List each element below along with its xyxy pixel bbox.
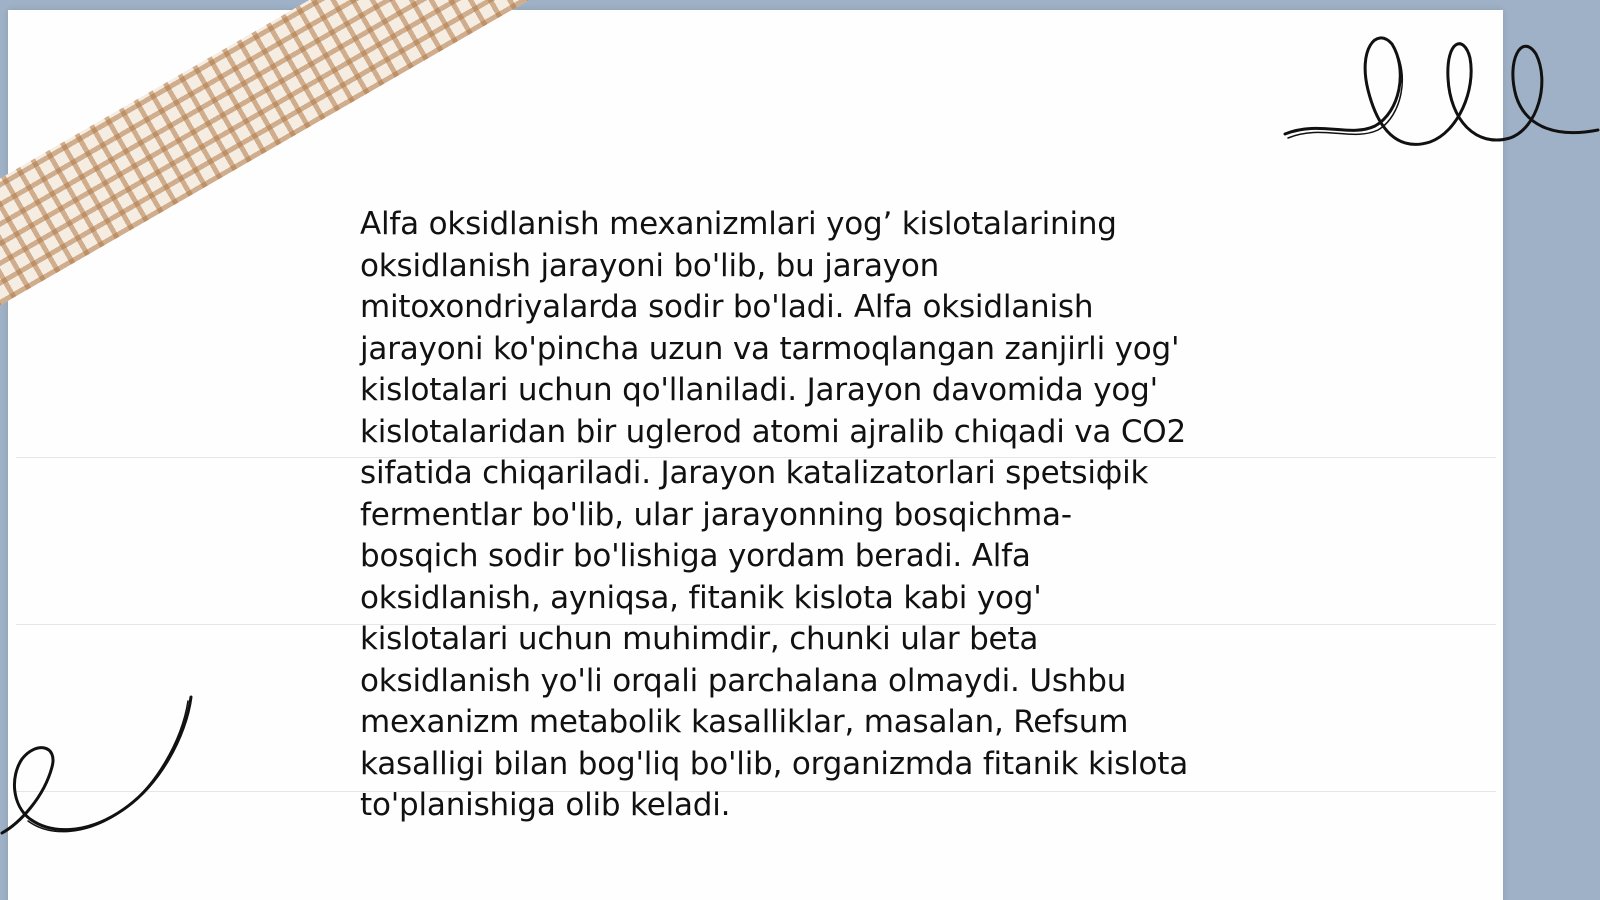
loop-scribble-bottom-left-icon bbox=[0, 695, 200, 845]
paragraph-line: kislotalari uchun muhimdir, chunki ular beta bbox=[360, 621, 1039, 657]
paragraph-line: mexanizm metabolik kasalliklar, masalan, Refsum bbox=[360, 704, 1129, 740]
paragraph-line: oksidlanish, ayniqsa, fitanik kislota kabi yog' bbox=[360, 579, 1042, 616]
paragraph-line: sifatida chiqariladi. Jarayon katalizatorlari spetsiфik bbox=[360, 455, 1149, 491]
paragraph-line: to'planishiga olib keladi. bbox=[360, 787, 731, 823]
paragraph-line: kislotalaridan bir uglerod atomi ajralib chiqadi va CO2 bbox=[360, 413, 1187, 450]
paragraph-line: mitoxondriyalarda sodir bo'ladi. Alfa oksidlanish bbox=[360, 289, 1094, 325]
paragraph-line: kislotalari uchun qo'llaniladi. Jarayon davomida yog' bbox=[360, 372, 1158, 408]
paragraph-line: jarayoni ko'pincha uzun va tarmoqlangan zanjirli yog' bbox=[360, 330, 1180, 367]
paragraph-line: oksidlanish jarayoni bo'lib, bu jarayon bbox=[360, 247, 940, 284]
paragraph-line: Alfa oksidlanish mexanizmlari yog’ kislotalarining bbox=[360, 206, 1117, 242]
loop-scribble-top-right-icon bbox=[1280, 30, 1600, 170]
paragraph-line: fermentlar bo'lib, ular jarayonning bosqichma- bbox=[360, 496, 1072, 533]
body-paragraph bbox=[360, 204, 1250, 827]
paragraph-line: kasalligi bilan bog'liq bo'lib, organizmda fitanik kislota bbox=[360, 745, 1189, 782]
paragraph-line: oksidlanish yo'li orqali parchalana olmaydi. Ushbu bbox=[360, 662, 1127, 699]
paragraph-line: bosqich sodir bo'lishiga yordam beradi. Alfa bbox=[360, 538, 1031, 574]
